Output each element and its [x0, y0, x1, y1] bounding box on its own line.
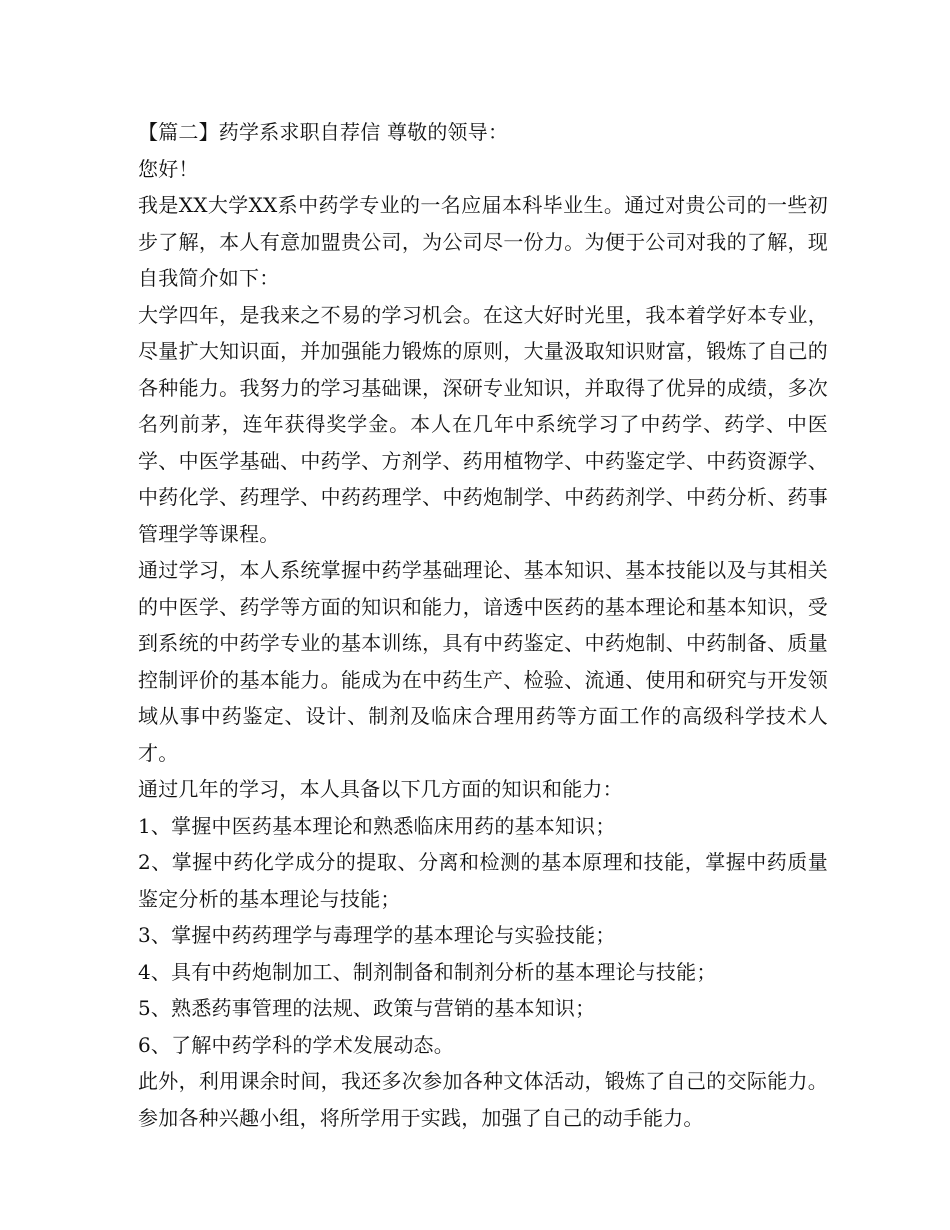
letter-body	[138, 114, 828, 1136]
ability-item-1: 1、掌握中医药基本理论和熟悉临床用药的基本知识；	[138, 813, 616, 838]
paragraph-professional-knowledge: 通过学习，本人系统掌握中药学基础理论、基本知识、基本技能以及与其相关的中医学、药学等方面的知识和能力，谙透中医药的基本理论和基本知识，受到系统的中药学专业的基本训练，具有中药鉴定、中药炮制、中药制备、质量控制评价的基本能力。能成为在中药生产、检验、流通、使用和研究与开发领域从事中药鉴定、设计、制剂及临床合理用药等方面工作的高级科学技术人才。	[138, 558, 828, 765]
ability-item-3: 3、掌握中药药理学与毒理学的基本理论与实验技能；	[138, 923, 616, 947]
paragraph-abilities-intro: 通过几年的学习，本人具备以下几方面的知识和能力：	[138, 777, 623, 801]
ability-item-2: 2、掌握中药化学成分的提取、分离和检测的基本原理和技能，掌握中药质量鉴定分析的基本理论与技能；	[138, 850, 828, 911]
paragraph-introduction: 我是XX大学XX系中药学专业的一名应届本科毕业生。通过对贵公司的一些初步了解，本人有意加盟贵公司，为公司尽一份力。为便于公司对我的了解，现自我简介如下：	[138, 193, 828, 290]
ability-item-4: 4、具有中药炮制加工、制剂制备和制剂分析的基本理论与技能；	[138, 959, 717, 984]
ability-item-5: 5、熟悉药事管理的法规、政策与营销的基本知识；	[138, 996, 596, 1020]
paragraph-extracurricular: 此外，利用课余时间，我还多次参加各种文体活动，锻炼了自己的交际能力。参加各种兴趣小组，将所学用于实践，加强了自己的动手能力。	[138, 1069, 828, 1130]
letter-heading: 【篇二】药学系求职自荐信 尊敬的领导：	[138, 120, 509, 144]
ability-item-6: 6、了解中药学科的学术发展动态。	[138, 1032, 454, 1057]
greeting: 您好！	[138, 156, 199, 181]
paragraph-university-study: 大学四年，是我来之不易的学习机会。在这大好时光里，我本着学好本专业，尽量扩大知识面，并加强能力锻炼的原则，大量汲取知识财富，锻炼了自己的各种能力。我努力的学习基础课，深研专业知识，并取得了优异的成绩，多次名列前茅，连年获得奖学金。本人在几年中系统学习了中药学、药学、中医学、中医学基础、中药学、方剂学、药用植物学、中药鉴定学、中药资源学、中药化学、药理学、中药药理学、中药炮制学、中药药剂学、中药分析、药事管理学等课程。	[138, 302, 828, 546]
